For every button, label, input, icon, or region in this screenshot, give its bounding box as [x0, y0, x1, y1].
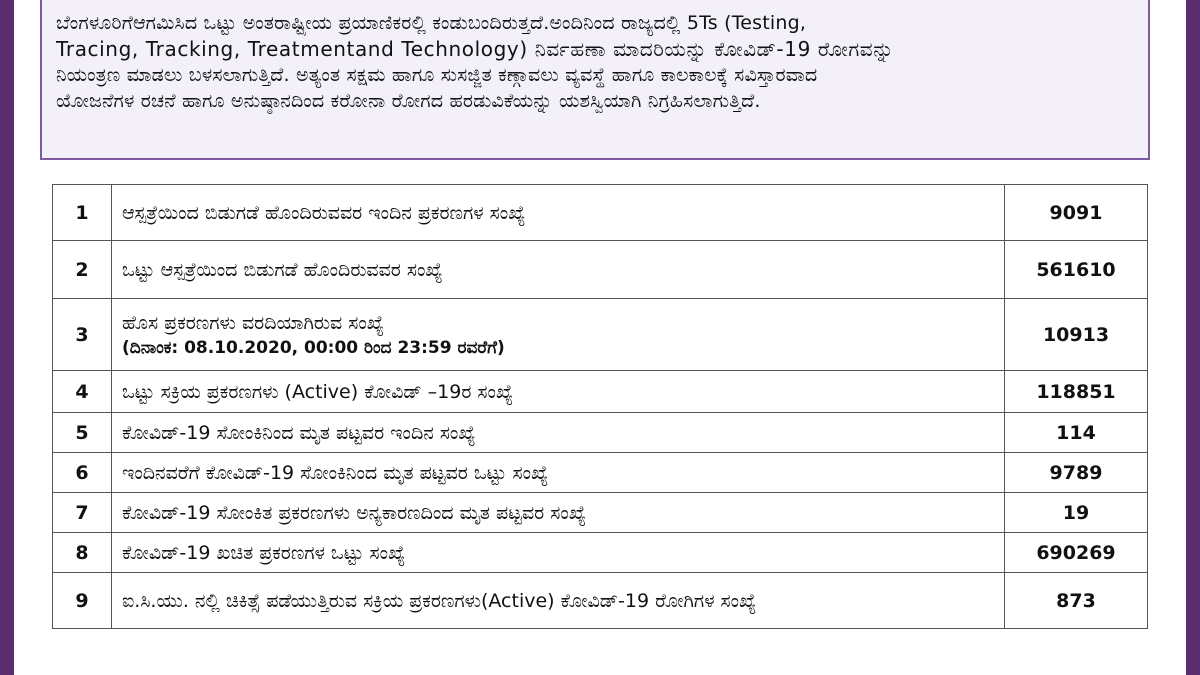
row-description: ಒಟ್ಟು ಆಸ್ಪತ್ರೆಯಿಂದ ಬಿಡುಗಡೆ ಹೊಂದಿರುವವರ ಸಂಖ್ಯೆ — [112, 241, 1005, 299]
table-row — [53, 185, 1148, 241]
intro-paragraph-box — [40, 0, 1150, 160]
table-row — [53, 371, 1148, 413]
covid-stats-table — [52, 184, 1148, 629]
row-number: 5 — [53, 413, 112, 453]
row-description: ಕೋವಿಡ್-19 ಸೋಂಕಿನಿಂದ ಮೃತ ಪಟ್ಟವರ ಇಂದಿನ ಸಂಖ್ಯೆ — [112, 413, 1005, 453]
intro-line: ಯೋಜನೆಗಳ ರಚನೆ ಹಾಗೂ ಅನುಷ್ಠಾನದಿಂದ ಕರೋನಾ ರೋಗದ ಹರಡುವಿಕೆಯನ್ನು ಯಶಸ್ವಿಯಾಗಿ ನಿಗ್ರಹಿಸಲಾಗುತ್ತಿದೆ. — [56, 90, 761, 112]
intro-line: ನಿಯಂತ್ರಣ ಮಾಡಲು ಬಳಸಲಾಗುತ್ತಿದೆ. ಅತ್ಯಂತ ಸಕ್ಷಮ ಹಾಗೂ ಸುಸಜ್ಜಿತ ಕಣ್ಗಾವಲು ವ್ಯವಸ್ಥೆ ಹಾಗೂ ಕಾಲಕಾಲಕ್ಕೆ ಸವಿಸ್ತಾರವಾದ — [56, 64, 818, 86]
row-value: 561610 — [1005, 241, 1148, 299]
row-description: ಕೋವಿಡ್-19 ಖಚಿತ ಪ್ರಕರಣಗಳ ಒಟ್ಟು ಸಂಖ್ಯೆ — [112, 533, 1005, 573]
row-value: 118851 — [1005, 371, 1148, 413]
table-row — [53, 299, 1148, 371]
row-value: 9091 — [1005, 185, 1148, 241]
row-description: ಕೋವಿಡ್-19 ಸೋಂಕಿತ ಪ್ರಕರಣಗಳು ಅನ್ಯಕಾರಣದಿಂದ ಮೃತ ಪಟ್ಟವರ ಸಂಖ್ಯೆ — [112, 493, 1005, 533]
row-number: 7 — [53, 493, 112, 533]
table-row — [53, 493, 1148, 533]
table-row — [53, 413, 1148, 453]
row-value: 114 — [1005, 413, 1148, 453]
left-border — [0, 0, 14, 675]
row-number: 8 — [53, 533, 112, 573]
row-value: 19 — [1005, 493, 1148, 533]
row-value: 690269 — [1005, 533, 1148, 573]
table-row — [53, 573, 1148, 629]
row-number: 2 — [53, 241, 112, 299]
row-number: 6 — [53, 453, 112, 493]
row-description: ಐ.ಸಿ.ಯು. ನಲ್ಲಿ ಚಿಕಿತ್ಸೆ ಪಡೆಯುತ್ತಿರುವ ಸಕ್ರಿಯ ಪ್ರಕರಣಗಳು(Active) ಕೋವಿಡ್-19 ರೋಗಿಗಳ ಸಂಖ್ಯೆ — [112, 573, 1005, 629]
row-description — [112, 299, 1005, 371]
right-border — [1186, 0, 1200, 675]
row-number: 4 — [53, 371, 112, 413]
intro-line: Tracing, Tracking, Treatmentand Technology) ನಿರ್ವಹಣಾ ಮಾದರಿಯನ್ನು ಕೋವಿಡ್-19 ರೋಗವನ್ನು — [56, 37, 894, 61]
row-number: 9 — [53, 573, 112, 629]
row-value: 9789 — [1005, 453, 1148, 493]
row-number: 1 — [53, 185, 112, 241]
row-value: 10913 — [1005, 299, 1148, 371]
row-description-date: (ದಿನಾಂಕ: 08.10.2020, 00:00 ರಿಂದ 23:59 ರವರೆಗೆ) — [122, 337, 505, 358]
row-description: ಆಸ್ಪತ್ರೆಯಿಂದ ಬಿಡುಗಡೆ ಹೊಂದಿರುವವರ ಇಂದಿನ ಪ್ರಕರಣಗಳ ಸಂಖ್ಯೆ — [112, 185, 1005, 241]
intro-line: ಬೆಂಗಳೂರಿಗೆಆಗಮಿಸಿದ ಒಟ್ಟು ಅಂತರಾಷ್ಟ್ರೀಯ ಪ್ರಯಾಣಿಕರಲ್ಲಿ ಕಂಡುಬಂದಿರುತ್ತದೆ.ಅಂದಿನಿಂದ ರಾಜ್ಯದಲ್ಲಿ 5Ts (Testing, — [56, 12, 807, 34]
row-value: 873 — [1005, 573, 1148, 629]
row-description: ಒಟ್ಟು ಸಕ್ರಿಯ ಪ್ರಕರಣಗಳು (Active) ಕೋವಿಡ್ –19ರ ಸಂಖ್ಯೆ — [112, 371, 1005, 413]
row-description-main: ಹೊಸ ಪ್ರಕರಣಗಳು ವರದಿಯಾಗಿರುವ ಸಂಖ್ಯೆ — [122, 311, 384, 334]
table-row — [53, 533, 1148, 573]
row-description: ಇಂದಿನವರೆಗೆ ಕೋವಿಡ್-19 ಸೋಂಕಿನಿಂದ ಮೃತ ಪಟ್ಟವರ ಒಟ್ಟು ಸಂಖ್ಯೆ — [112, 453, 1005, 493]
row-number: 3 — [53, 299, 112, 371]
table-row — [53, 453, 1148, 493]
table-row — [53, 241, 1148, 299]
